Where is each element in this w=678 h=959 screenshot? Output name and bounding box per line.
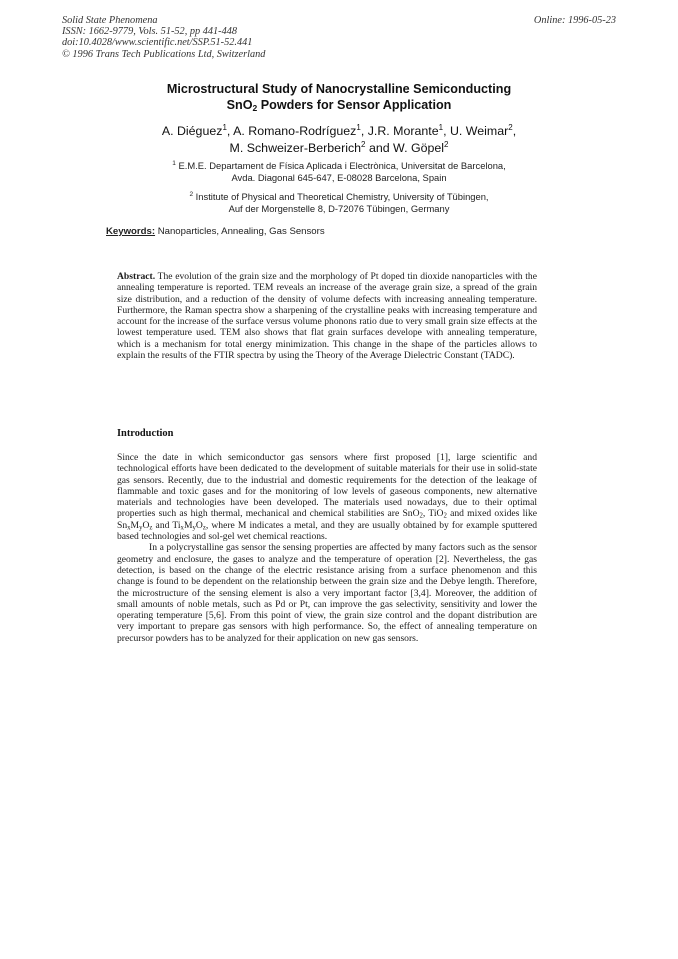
- keywords-text: Nanoparticles, Annealing, Gas Sensors: [155, 226, 325, 237]
- author-dieguez: A. Diéguez: [161, 124, 223, 138]
- author-morante: , J.R. Morante: [360, 124, 439, 138]
- author-list: [0, 123, 678, 157]
- issn-line: ISSN: 1662-9779, Vols. 51-52, pp 441-448: [62, 26, 238, 38]
- intro-paragraph-2: In a polycrystalline gas sensor the sensing properties are affected by many factors such as the sensor geometry and enclosure, the gases to analyze and the temperature of operation [2]. Nevertheless, the gas detection, is based on the change of the electric resistance arising from a surface phenomenon and this change is found to be dependent on the relationship between the grain size and the Debye length. Therefore, the microstructure of the sensing element is also a very important factor [3,4]. Moreover, the addition of small amounts of noble metals, such as Pd or Pt, can improve the gas selectivity, sensitivity and lower the operating temperature [5,6]. From this point of view, the grain size control and the dopant distribution are very important to prepare gas sensors with high performance. So, the effect of annealing temperature on precursor powders has to be analyzed for their application on new gas sensors.: [117, 542, 537, 644]
- author-line-1: A. Diéguez$^1$, A. Romano-Rodríguez$^1$, J.R. Morante$^1$, U. Weimar$^2$,: [161, 123, 517, 138]
- author-line-2: M. Schweizer-Berberich$^2$ and W. Göpel$^2$: [229, 140, 449, 155]
- keywords: [106, 226, 325, 237]
- journal-header: [62, 15, 265, 60]
- affiliation-1: $^1$ E.M.E. Departament de Física Aplicada i Electrònica, Universitat de Barcelona, Avda. Diagonal 645-647, E-08028 Barcelona, Spain: [172, 160, 506, 183]
- author-weimar: , U. Weimar: [443, 124, 509, 138]
- author-gopel: and W. Göpel: [365, 141, 445, 155]
- section-heading-introduction: Introduction: [117, 428, 174, 439]
- online-date: Online: 1996-05-23: [533, 15, 616, 26]
- intro-paragraph-1: Since the date in which semiconductor gas sensors where first proposed [1], large scientific and technological efforts have been dedicated to the development of suitable materials for their use in solid-state gas sensors. Recently, due to the industrial and domestic requirements for the detection of the leakage of flammable and toxic gases and for the monitoring of low levels of gaseous components, new alternative materials and technologies have been developed. The materials used nowadays, due to their optimal properties such as high thermal, mechanical and chemical stabilities are SnO$_2$, TiO$_2$ and mixed oxides like $Sn_xM_yO_z$ and $Ti_xM_yO_z$, where M indicates a metal, and they are usually obtained by for example sputtered based technologies and sol-gel wet chemical reactions.: [117, 452, 537, 543]
- title-line-2: SnO$_2$ Powders for Sensor Application: [226, 97, 452, 113]
- affiliation-2: $^2$ Institute of Physical and Theoretical Chemistry, University of Tübingen, Auf der Morgenstelle 8, D-72076 Tübingen, Germany: [189, 191, 489, 214]
- keywords-label: Keywords:: [106, 226, 156, 237]
- paper-title: [0, 82, 678, 113]
- author-schweizer: M. Schweizer-Berberich: [229, 141, 362, 155]
- title-line-1: Microstructural Study of Nanocrystalline Semiconducting: [166, 82, 512, 96]
- introduction-body: [117, 452, 537, 644]
- author-romano: , A. Romano-Rodríguez: [226, 124, 357, 138]
- journal-name: Solid State Phenomena: [62, 15, 158, 26]
- abstract-label: Abstract.: [117, 271, 156, 282]
- doi-line: doi:10.4028/www.scientific.net/SSP.51-52.441: [62, 37, 253, 49]
- abstract: [117, 271, 537, 361]
- abstract-text: The evolution of the grain size and the morphology of Pt doped tin dioxide nanoparticles with the annealing temperature is reported. TEM reveals an increase of the average grain size, a spread of the grain size distribution, and a reduction of the density of volume defects with increasing annealing temperature. Furthermore, the Raman spectra show a sharpening of the crystalline peaks with increasing temperature and account for the increase of the surface versus volume phonons ratio due to very small grain size effects at the lowest temperature used. TEM also shows that flat grain surfaces develope with annealing temperature, which is a mechanism for total energy minimization. This change in the shape of the particles allows to explain the results of the FTIR spectra by using the Theory of the Average Dielectric Constant (TADC).: [117, 271, 537, 362]
- copyright-line: © 1996 Trans Tech Publications Ltd, Switzerland: [62, 48, 266, 60]
